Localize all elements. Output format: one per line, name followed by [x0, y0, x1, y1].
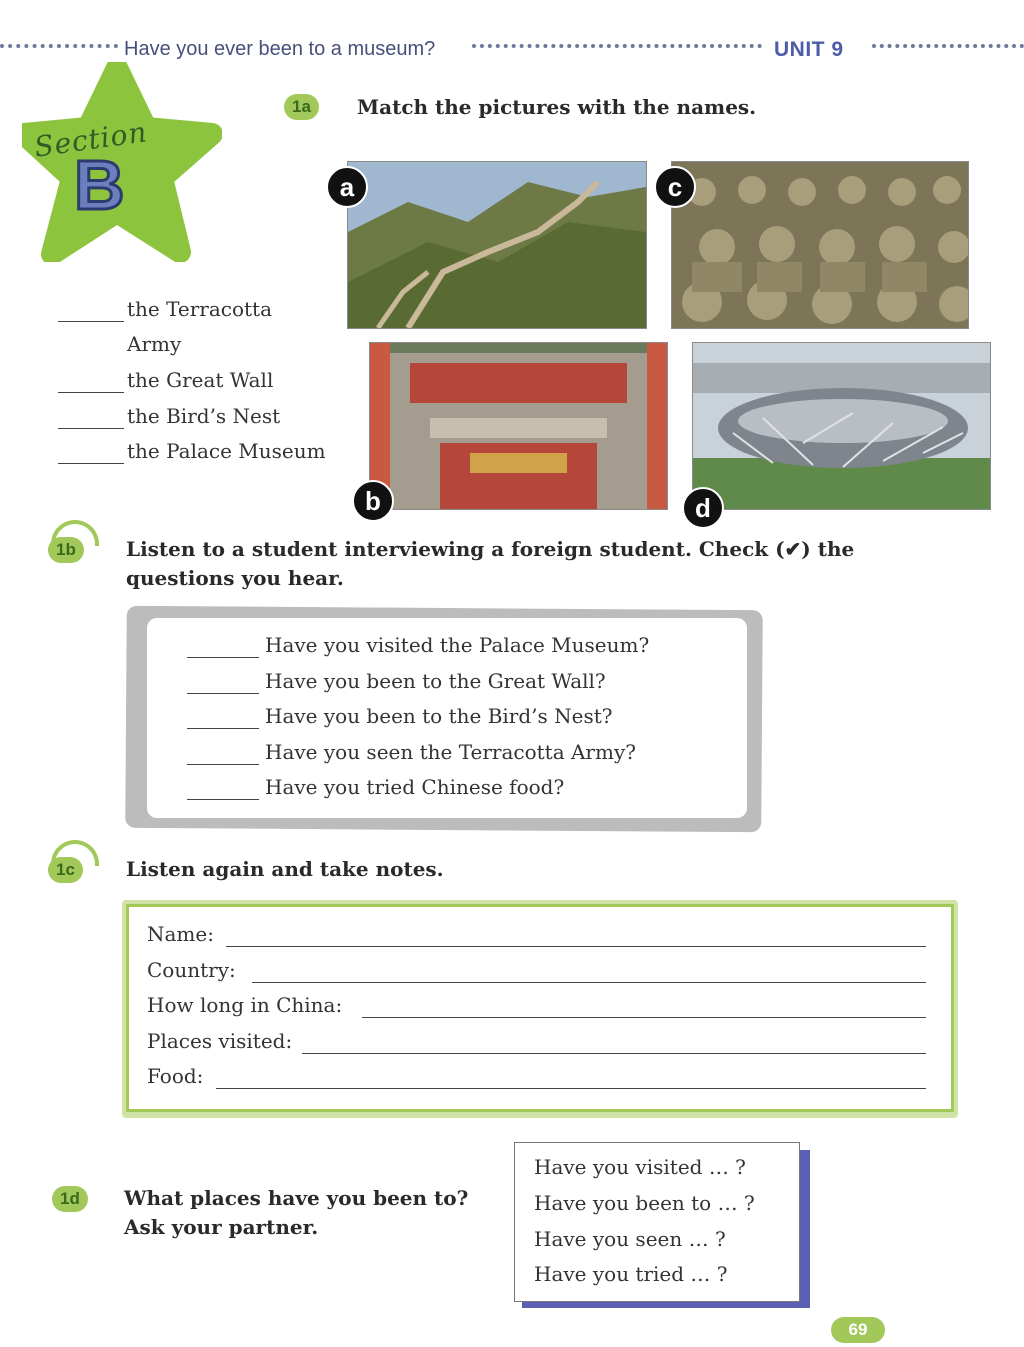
unit-label: UNIT 9: [774, 38, 844, 61]
section-word: Section: [32, 115, 150, 164]
photo-label-b: b: [352, 480, 394, 522]
check-line-1[interactable]: [187, 657, 259, 658]
photo-label-c: c: [654, 166, 696, 208]
header-dots-right: [872, 44, 1024, 48]
photo-palace-museum: [369, 342, 668, 510]
instruction-1c: Listen again and take notes.: [126, 857, 444, 881]
instruction-1d-line1: What places have you been to?: [124, 1186, 469, 1210]
notes-label-food: Food:: [147, 1064, 204, 1088]
check-line-4[interactable]: [187, 764, 259, 765]
answer-line-birds-nest[interactable]: [58, 428, 124, 429]
prompt-2: Have you been to … ?: [534, 1191, 755, 1215]
instruction-1a: Match the pictures with the names.: [357, 95, 757, 119]
photo-label-d: d: [682, 487, 724, 529]
photo-label-a: a: [326, 166, 368, 208]
badge-1d: 1d: [52, 1186, 88, 1212]
question-4: Have you seen the Terracotta Army?: [265, 740, 636, 764]
header-dots-middle: [472, 44, 762, 48]
prompt-3: Have you seen … ?: [534, 1227, 726, 1251]
question-3: Have you been to the Bird’s Nest?: [265, 704, 613, 728]
answer-line-terracotta[interactable]: [58, 321, 124, 322]
badge-1c: 1c: [48, 857, 83, 883]
name-terracotta: the Terracotta: [127, 297, 273, 321]
instruction-1d-line2: Ask your partner.: [124, 1215, 319, 1239]
birds-nest-image: [693, 343, 990, 509]
page-number: 69: [831, 1317, 885, 1343]
question-1: Have you visited the Palace Museum?: [265, 633, 650, 657]
notes-line-food[interactable]: [216, 1088, 926, 1089]
notes-line-name[interactable]: [226, 946, 926, 947]
badge-1a: 1a: [284, 94, 319, 120]
photo-terracotta-army: [671, 161, 969, 329]
photo-birds-nest: [692, 342, 991, 510]
great-wall-image: [348, 162, 646, 328]
notes-label-name: Name:: [147, 922, 214, 946]
prompt-1: Have you visited … ?: [534, 1155, 746, 1179]
section-letter: B: [74, 146, 125, 224]
question-2: Have you been to the Great Wall?: [265, 669, 606, 693]
notes-line-country[interactable]: [252, 982, 926, 983]
check-line-3[interactable]: [187, 728, 259, 729]
notes-line-places[interactable]: [302, 1053, 926, 1054]
answer-line-palace-museum[interactable]: [58, 463, 124, 464]
palace-museum-image: [370, 343, 667, 509]
name-palace-museum: the Palace Museum: [127, 439, 326, 463]
name-great-wall: the Great Wall: [127, 368, 274, 392]
instruction-1b-line2: questions you hear.: [126, 566, 344, 590]
notes-line-how-long[interactable]: [362, 1017, 926, 1018]
notes-label-places: Places visited:: [147, 1029, 293, 1053]
header-title: Have you ever been to a museum?: [124, 38, 436, 60]
photo-great-wall: [347, 161, 647, 329]
instruction-1b-line1: Listen to a student interviewing a foreign student. Check (✔) the: [126, 537, 855, 561]
check-line-2[interactable]: [187, 693, 259, 694]
check-line-5[interactable]: [187, 799, 259, 800]
question-5: Have you tried Chinese food?: [265, 775, 565, 799]
prompt-4: Have you tried … ?: [534, 1262, 728, 1286]
name-birds-nest: the Bird’s Nest: [127, 404, 281, 428]
notes-label-how-long: How long in China:: [147, 993, 343, 1017]
terracotta-army-image: [672, 162, 968, 328]
header-dots-left: [0, 44, 118, 48]
answer-line-great-wall[interactable]: [58, 392, 124, 393]
name-terracotta-cont: Army: [127, 332, 182, 356]
badge-1b: 1b: [48, 537, 84, 563]
notes-label-country: Country:: [147, 958, 236, 982]
